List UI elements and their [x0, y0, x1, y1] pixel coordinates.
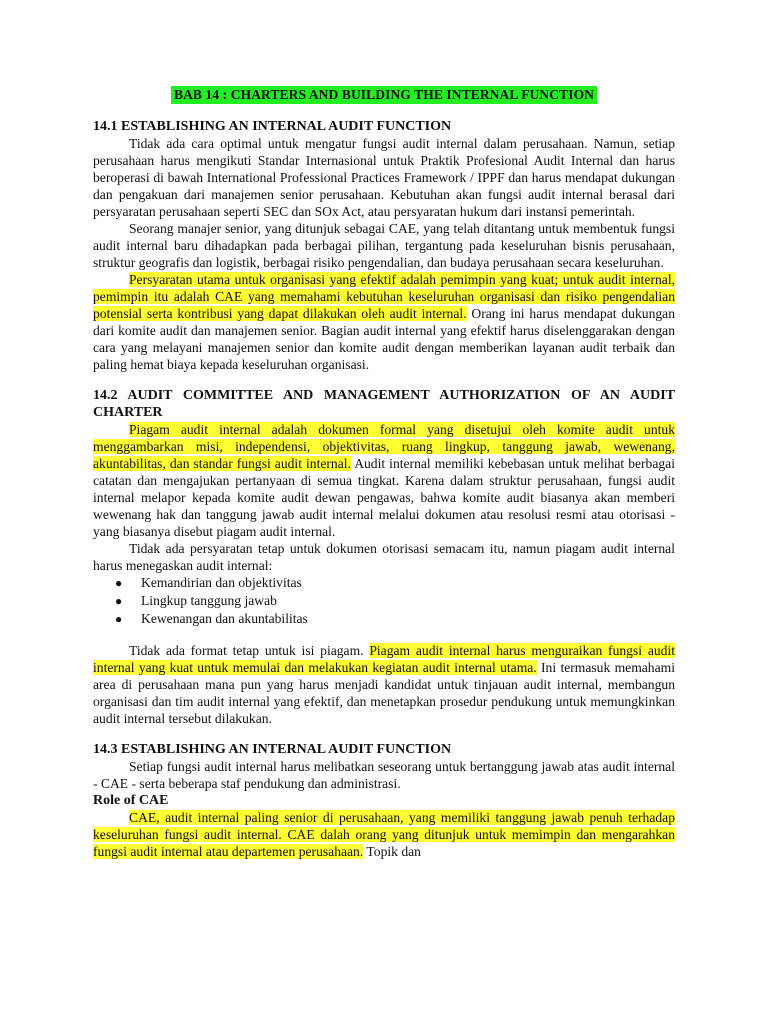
s2-highlight-1: Piagam audit internal adalah dokumen formal yang disetujui oleh komite audit untuk menggambarkan misi, independensi, objektivitas, ruang lingkup, tanggung jawab, wewenang, akuntabilitas, dan standar fungsi audit internal. — [93, 422, 675, 471]
s2-paragraph-2: Tidak ada persyaratan tetap untuk dokumen otorisasi semacam itu, namun piagam audit internal harus menegaskan audit internal: — [93, 541, 675, 573]
s3-paragraph-1: Setiap fungsi audit internal harus melibatkan seseorang untuk bertanggung jawab atas audit internal - CAE - serta beberapa staf pendukung dan administrasi. — [93, 759, 675, 791]
bullet-list — [93, 574, 675, 628]
s1-paragraph-3-rest: Orang ini harus mendapat dukungan dari komite audit dan manajemen senior. Bagian audit internal yang efektif harus diselenggarakan dengan cara yang melayani manajemen senior dan komite audit dengan memberikan layanan audit terbaik dan paling hemat biaya kepada keseluruhan organisasi. — [93, 306, 676, 372]
role-of-cae-heading: Role of CAE — [93, 793, 169, 808]
section-14-3-heading: 14.3 ESTABLISHING AN INTERNAL AUDIT FUNCTION — [93, 742, 452, 757]
s3-paragraph-2-rest: Topik dan — [363, 844, 421, 859]
section-14-1-heading: 14.1 ESTABLISHING AN INTERNAL AUDIT FUNCTION — [93, 119, 452, 134]
s2-highlight-2: Piagam audit internal harus menguraikan fungsi audit internal yang kuat untuk memulai dan melakukan kegiatan audit internal utama. — [93, 643, 675, 675]
s3-highlight: CAE, audit internal paling senior di perusahaan, yang memiliki tanggung jawab penuh terhadap keseluruhan fungsi audit internal. CAE dalah orang yang ditunjuk untuk memimpin dan mengarahkan fungsi audit internal atau departemen perusahaan. — [93, 810, 675, 859]
title-wrap — [93, 86, 675, 104]
s2-paragraph-3 — [93, 642, 675, 727]
s2-paragraph-1 — [93, 421, 675, 540]
s2-paragraph-3-start: Tidak ada format tetap untuk isi piagam. — [129, 643, 370, 658]
section-14-2-heading: 14.2 AUDIT COMMITTEE AND MANAGEMENT AUTHORIZATION OF AN AUDIT CHARTER — [93, 388, 675, 420]
s3-paragraph-2 — [93, 809, 675, 860]
s1-highlight: Persyaratan utama untuk organisasi yang efektif adalah pemimpin yang kuat; untuk audit internal, pemimpin itu adalah CAE yang memahami kebutuhan keseluruhan organisasi dan risiko pengendalian potensial serta kontribusi yang dapat dilakukan oleh audit internal. — [93, 272, 675, 321]
chapter-title: BAB 14 : CHARTERS AND BUILDING THE INTERNAL FUNCTION — [171, 86, 597, 104]
list-item: ● Lingkup tanggung jawab — [115, 593, 277, 608]
list-item: ● Kemandirian dan objektivitas — [115, 575, 302, 590]
s1-paragraph-3 — [93, 271, 675, 373]
s1-paragraph-1: Tidak ada cara optimal untuk mengatur fungsi audit internal dalam perusahaan. Namun, setiap perusahaan harus mengikuti Standar Internasional untuk Praktik Profesional Audit Internal dan harus beroperasi di bawah International Professional Practices Framework / IPPF dan harus mendapat dukungan dan pengakuan dari manajemen senior perusahaan. Kebutuhan akan fungsi audit internal berasal dari persyaratan perusahaan seperti SEC dan SOx Act, atau persyaratan hukum dari instansi pemerintah. — [93, 136, 675, 219]
s2-paragraph-3-rest: Ini termasuk memahami area di perusahaan mana pun yang harus menjadi kandidat untuk tinjauan audit internal, membangun organisasi dan tim audit internal yang efektif, dan menetapkan prosedur pendukung untuk memungkinkan audit internal tersebut dilakukan. — [93, 660, 675, 726]
s2-paragraph-1-rest: Audit internal memiliki kebebasan untuk melihat berbagai catatan dan mengajukan pertanyaan di semua tingkat. Karena dalam struktur perusahaan, fungsi audit internal melapor kepada komite audit dewan pengawas, bahwa komite audit biasanya akan memberi wewenang hak dan tanggung jawab audit internal melalui dokumen atau resolusi resmi atau otorisasi - yang biasanya disebut piagam audit internal. — [93, 456, 675, 539]
list-item: ● Kewenangan dan akuntabilitas — [115, 611, 308, 626]
s1-paragraph-2: Seorang manajer senior, yang ditunjuk sebagai CAE, yang telah ditantang untuk membentuk fungsi audit internal baru dihadapkan pada berbagai pilihan, tergantung pada keseluruhan bisnis perusahaan, struktur geografis dan logistik, berbagai risiko pengendalian, dan budaya perusahaan secara keseluruhan. — [93, 221, 675, 270]
